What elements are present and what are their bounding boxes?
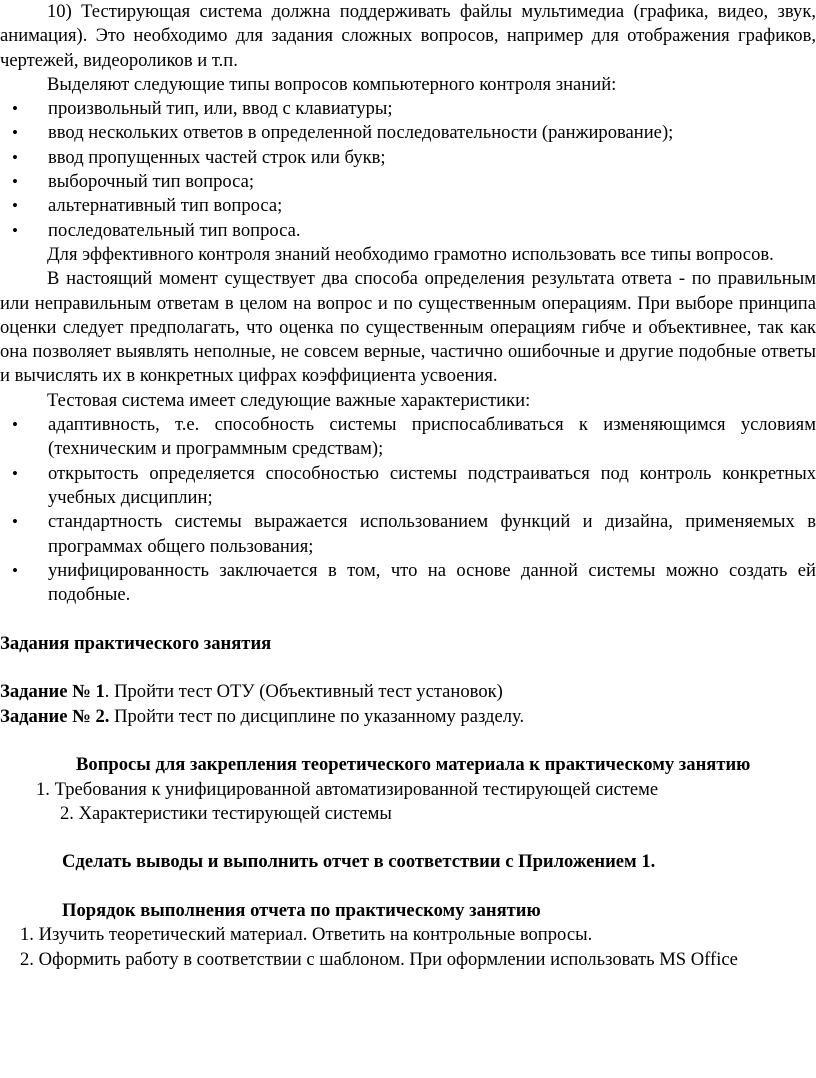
list-item: • открытость определяется способностью системы подстраиваться под контроль конкретных учебных дисциплин; xyxy=(0,462,816,511)
task-1-text: . Пройти тест ОТУ (Объективный тест установок) xyxy=(104,681,503,703)
question-types-list xyxy=(0,97,816,243)
tasks-heading: Задания практического занятия xyxy=(0,632,272,654)
task-2-label: Задание № 2. xyxy=(0,705,110,727)
conclusion-instruction: Сделать выводы и выполнить отчет в соответствии с Приложением 1. xyxy=(62,851,656,873)
report-step-2: 2. Оформить работу в соответствии с шаблоном. При оформлении использовать MS Office xyxy=(20,948,738,970)
report-step-1: 1. Изучить теоретический материал. Ответить на контрольные вопросы. xyxy=(20,924,593,946)
task-2 xyxy=(0,705,816,729)
question-item-1: 1. Требования к унифицированной автоматизированной тестирующей системе xyxy=(36,778,659,800)
list-item: • последовательный тип вопроса. xyxy=(0,219,816,243)
list-item: • ввод нескольких ответов в определенной последовательности (ранжирование); xyxy=(0,121,816,145)
paragraph-result-methods: В настоящий момент существует два способа определения результата ответа - по правильным или неправильным ответам в целом на вопрос и по существенным операциям. При выборе принципа оценки следует предполагать, что оценка по существенным операциям гибче и объективнее, так как она позволяет выявлять неполные, не совсем верные, частично ошибочные и другие подобные ответы и вычислять их в конкретных цифрах коэффициента усвоения. xyxy=(0,268,816,387)
task-1-label: Задание № 1 xyxy=(0,681,105,703)
paragraph-characteristics-intro: Тестовая система имеет следующие важные характеристики: xyxy=(47,389,531,411)
task-2-text: Пройти тест по дисциплине по указанному разделу. xyxy=(109,705,525,727)
list-item: • выборочный тип вопроса; xyxy=(0,170,816,194)
paragraph-question-types-intro: Выделяют следующие типы вопросов компьютерного контроля знаний: xyxy=(47,73,617,95)
paragraph-effective-control: Для эффективного контроля знаний необходимо грамотно использовать все типы вопросов. xyxy=(47,243,774,265)
characteristics-list xyxy=(0,413,816,607)
task-1 xyxy=(0,680,816,704)
report-heading: Порядок выполнения отчета по практическому занятию xyxy=(62,899,541,921)
list-item: • стандартность системы выражается использованием функций и дизайна, применяемых в программах общего пользования; xyxy=(0,510,816,559)
question-item-2: 2. Характеристики тестирующей системы xyxy=(60,802,392,824)
list-item: • адаптивность, т.е. способность системы приспосабливаться к изменяющимся условиям (техническим и программным средствам); xyxy=(0,413,816,462)
questions-heading: Вопросы для закрепления теоретического материала к практическому занятию xyxy=(76,754,751,776)
list-item: • произвольный тип, или, ввод с клавиатуры; xyxy=(0,97,816,121)
paragraph-multimedia: 10) Тестирующая система должна поддерживать файлы мультимедиа (графика, видео, звук, анимация). Это необходимо для задания сложных вопросов, например для отображения графиков, чертежей, видеороликов и т.п. xyxy=(0,1,816,71)
list-item: • ввод пропущенных частей строк или букв; xyxy=(0,146,816,170)
list-item: • альтернативный тип вопроса; xyxy=(0,194,816,218)
list-item: • унифицированность заключается в том, что на основе данной системы можно создать ей подобные. xyxy=(0,559,816,608)
